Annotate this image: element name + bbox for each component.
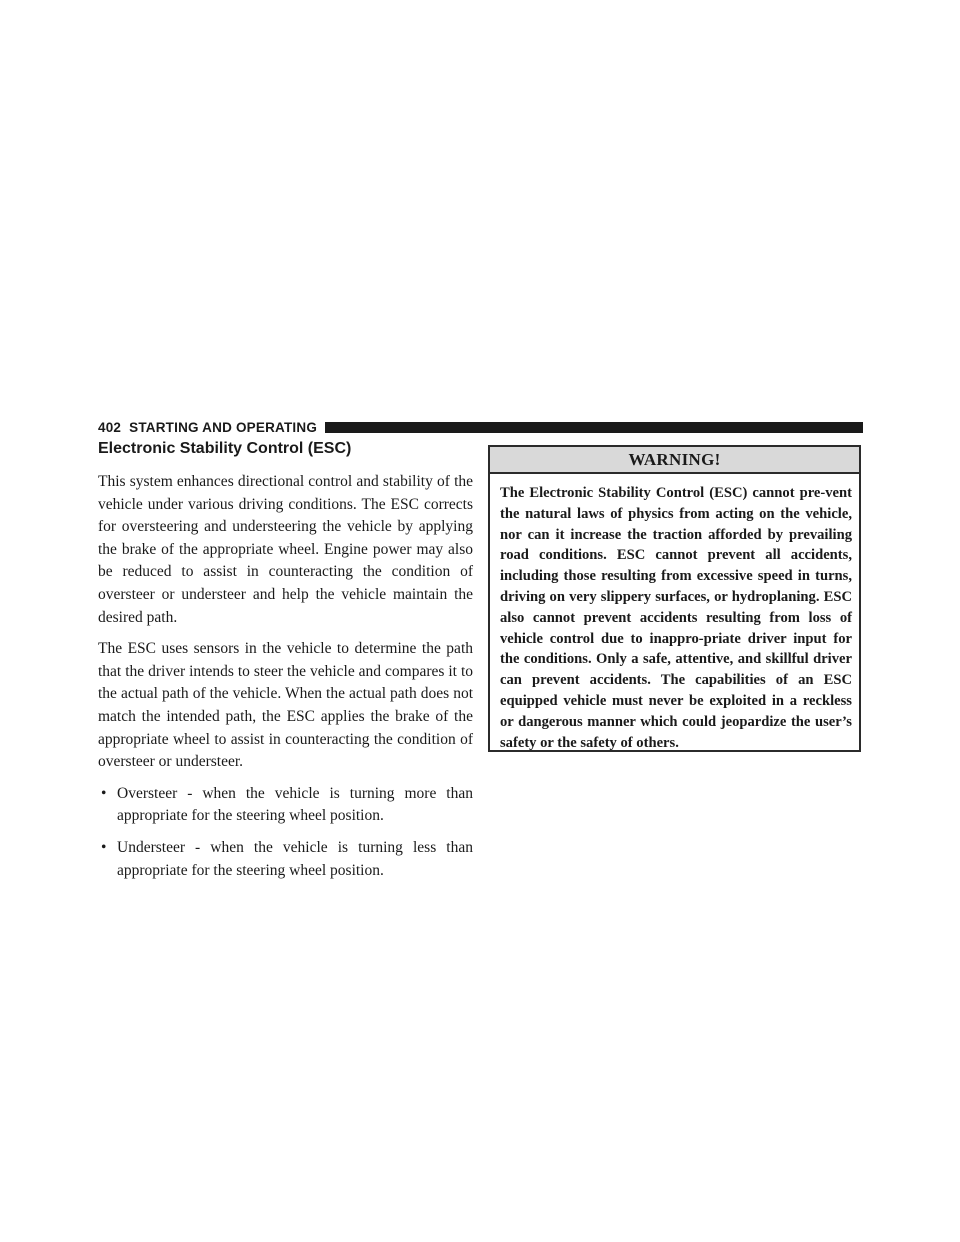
bullet-icon: • (101, 838, 107, 856)
bullet-icon: • (101, 784, 107, 802)
header-rule (325, 422, 863, 433)
list-item (98, 783, 473, 828)
warning-title: WARNING! (490, 447, 859, 474)
body-paragraph: The ESC uses sensors in the vehicle to determine the path that the driver intends to steer the vehicle and compares it to the actual path of the vehicle. When the actual path does not match the intended path, the ESC applies the brake of the appropriate wheel to assist in counteracting the condition of oversteer or understeer. (98, 640, 473, 771)
section-heading: Electronic Stability Control (ESC) (98, 440, 352, 457)
left-column (98, 440, 473, 891)
page-header (98, 416, 863, 438)
bullet-list (98, 783, 473, 882)
warning-box (488, 445, 861, 752)
body-paragraph: This system enhances directional control and stability of the vehicle under various driving conditions. The ESC corrects for oversteering and understeering the vehicle by applying the brake of the appropriate wheel. Engine power may also be reduced to assist in counteracting the condition of oversteer or understeer and help the vehicle maintain the desired path. (98, 473, 473, 626)
page-number: 402 (98, 419, 122, 435)
list-item (98, 837, 473, 882)
warning-body: The Electronic Stability Control (ESC) cannot pre-vent the natural laws of physics from acting on the vehicle, nor can it increase the traction afforded by prevailing road conditions. ESC cannot prevent all accidents, including those resulting from excessive speed in turns, driving on very slippery surfaces, or hydroplaning. ESC also cannot prevent accidents resulting from loss of vehicle control due to inappro-priate driver input for the conditions. Only a safe, attentive, and skillful driver can prevent accidents. The capabilities of an ESC equipped vehicle must never be exploited in a reckless or dangerous manner which could jeopardize the user’s safety or the safety of others. (500, 485, 852, 751)
section-title: STARTING AND OPERATING (129, 419, 318, 435)
bullet-text: Understeer - when the vehicle is turning less than appropriate for the steering wheel position. (117, 838, 473, 879)
bullet-text: Oversteer - when the vehicle is turning more than appropriate for the steering wheel position. (117, 784, 473, 825)
